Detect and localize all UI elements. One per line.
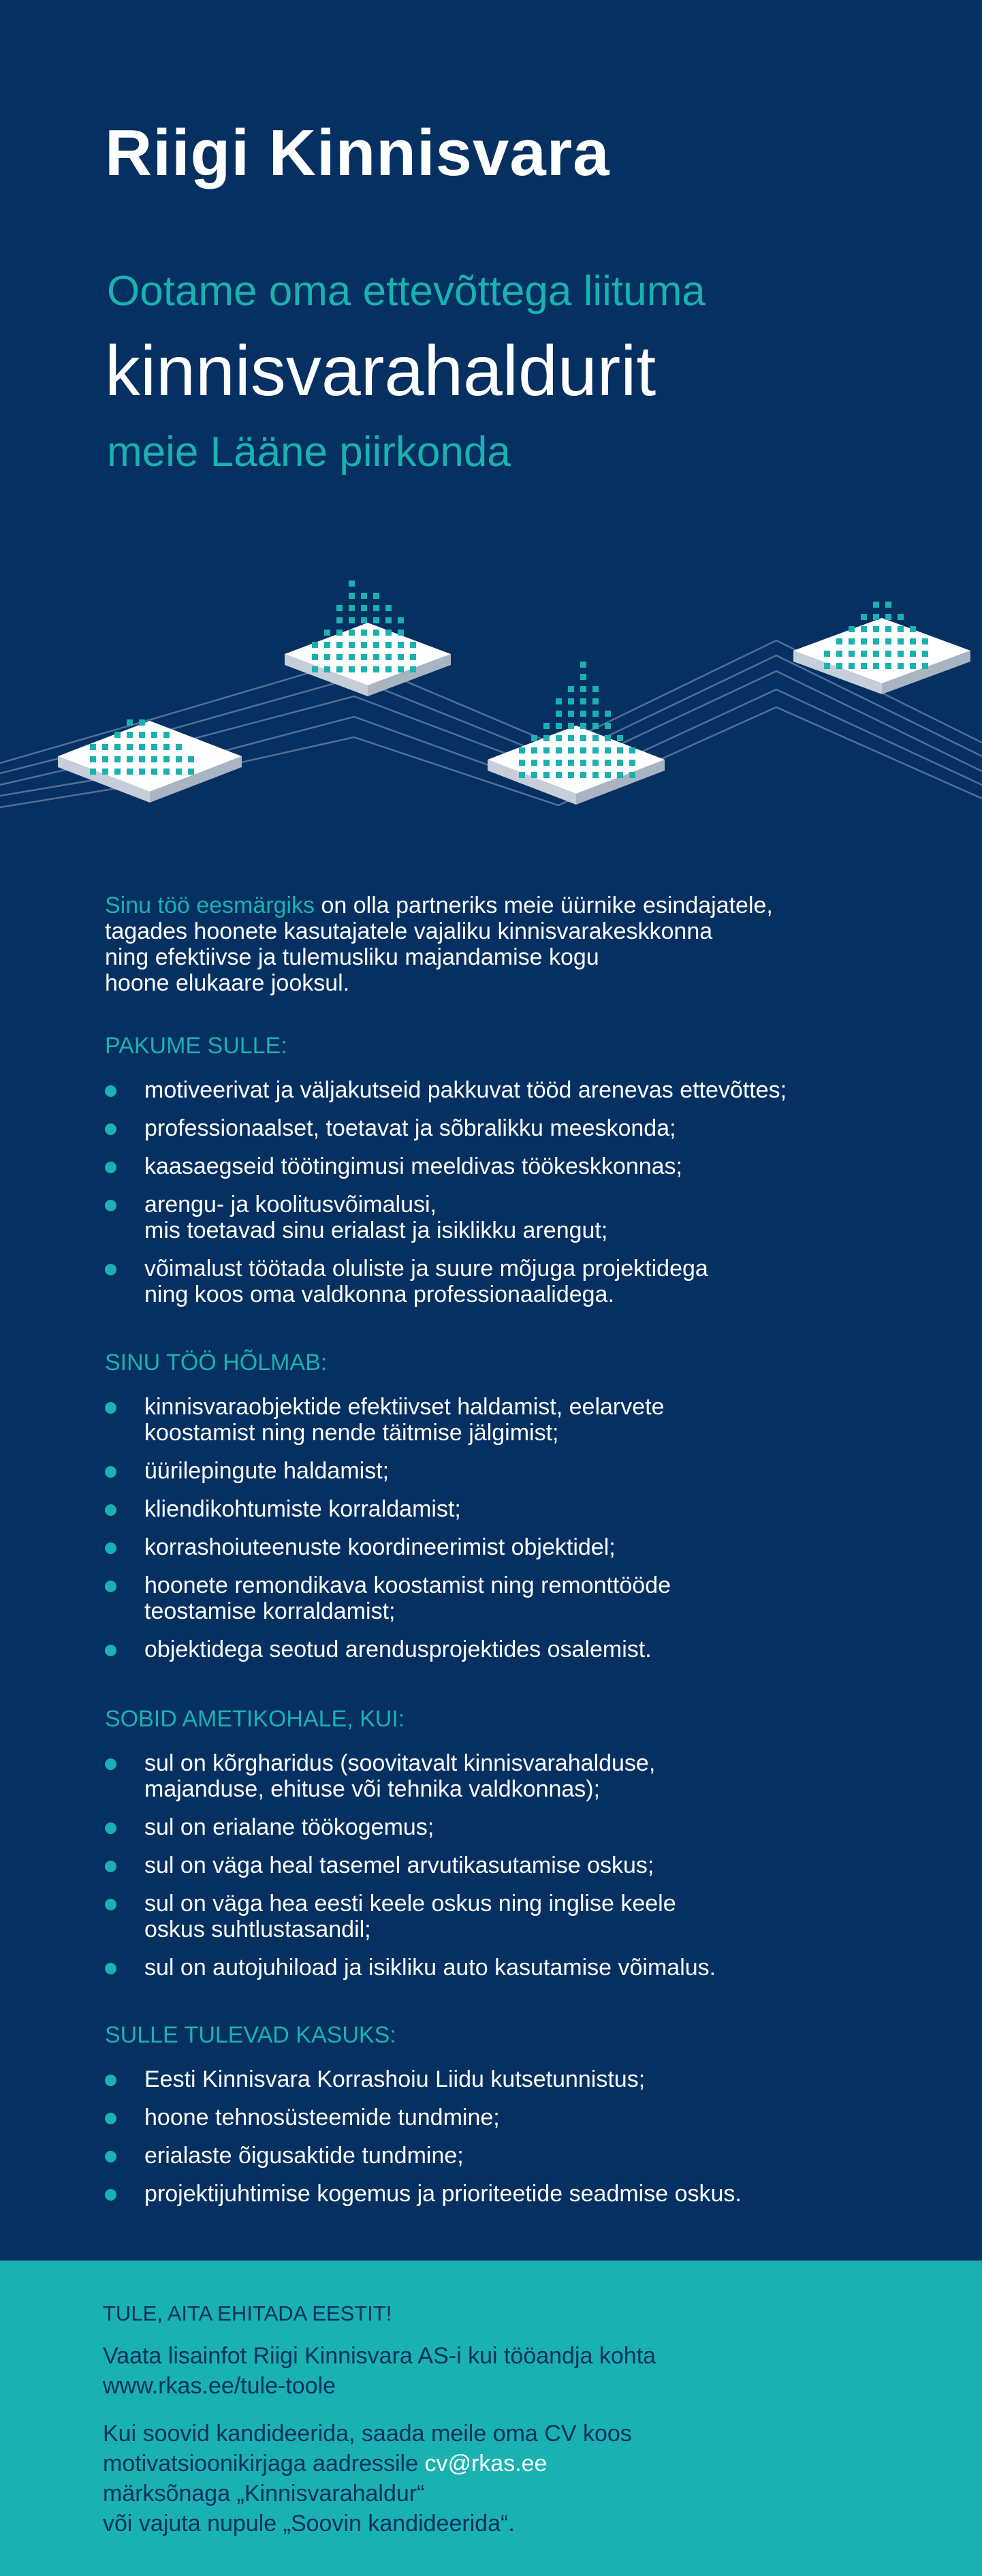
tile-dot bbox=[139, 719, 145, 726]
tile-dot bbox=[861, 663, 867, 669]
list-item bbox=[105, 2181, 922, 2207]
tile-dot bbox=[151, 744, 157, 750]
list-item-text: hoonete remondikava koostamist ning remonttööde teostamise korraldamist; bbox=[144, 1572, 671, 1624]
list-item bbox=[105, 1153, 922, 1179]
company-logo: Riigi Kinnisvara bbox=[105, 117, 610, 189]
offer-section bbox=[105, 1032, 922, 1320]
tile-dot bbox=[861, 626, 867, 632]
list-item-text: motiveerivat ja väljakutseid pakkuvat tööd arenevas ettevõttes; bbox=[144, 1077, 787, 1103]
tile-dot bbox=[580, 747, 586, 754]
tile-dot bbox=[373, 666, 379, 672]
tile-dot bbox=[617, 747, 623, 754]
list-item-text: sul on väga hea eesti keele oskus ning inglise keele oskus suhtlustasandil; bbox=[144, 1891, 676, 1942]
offer-list bbox=[105, 1077, 922, 1307]
list-item bbox=[105, 2143, 922, 2169]
list-item-text: üürilepingute haldamist; bbox=[144, 1458, 390, 1484]
tile-dot bbox=[324, 654, 330, 660]
bullet-icon bbox=[105, 1645, 116, 1656]
intro-line-1: on olla partneriks meie üürnike esindajatele, bbox=[315, 893, 773, 918]
bullet-icon bbox=[105, 1200, 116, 1211]
tile-dot bbox=[885, 602, 891, 608]
tile-dot bbox=[568, 760, 574, 766]
tile-dot bbox=[349, 580, 355, 587]
tile-dot bbox=[519, 760, 525, 766]
tile-dot bbox=[349, 630, 355, 636]
tile-dot bbox=[885, 651, 891, 657]
bullet-icon bbox=[105, 2075, 116, 2086]
tile-dot bbox=[556, 711, 562, 717]
tile-dot bbox=[531, 760, 537, 766]
tile-dot bbox=[373, 642, 379, 648]
tile-dot bbox=[336, 654, 343, 660]
bonus-list bbox=[105, 2066, 922, 2207]
bullet-icon bbox=[105, 1822, 116, 1834]
tile-dot bbox=[580, 772, 586, 778]
bullet-icon bbox=[105, 1861, 116, 1872]
tile-dot bbox=[556, 747, 562, 754]
tile-dot bbox=[580, 760, 586, 766]
tile-dot bbox=[629, 772, 635, 778]
tile-dot bbox=[898, 638, 904, 645]
section-title: SULLE TULEVAD KASUKS: bbox=[105, 2022, 396, 2048]
tile-dot bbox=[373, 617, 379, 623]
tile-dot bbox=[102, 756, 108, 762]
tile-dot bbox=[580, 735, 586, 741]
bullet-icon bbox=[105, 1085, 116, 1097]
tile-dot bbox=[90, 769, 96, 775]
tile-dot bbox=[349, 617, 355, 623]
tile-dot bbox=[114, 732, 121, 738]
list-item-text: erialaste õigusaktide tundmine; bbox=[144, 2143, 464, 2169]
tile-dot bbox=[849, 651, 855, 657]
tile-dot bbox=[873, 663, 879, 669]
list-item-text: kaasaegseid töötingimusi meeldivas töökeskkonnas; bbox=[144, 1153, 683, 1179]
section-title: SINU TÖÖ HÕLMAB: bbox=[105, 1350, 328, 1376]
tile-dot bbox=[151, 769, 157, 775]
tile-dot bbox=[361, 617, 367, 623]
tile-dot bbox=[519, 772, 525, 778]
bullet-icon bbox=[105, 1162, 116, 1173]
list-item-text: kliendikohtumiste korraldamist; bbox=[144, 1496, 461, 1522]
list-item bbox=[105, 1955, 922, 1981]
list-item bbox=[105, 1115, 922, 1141]
tile-dot bbox=[861, 638, 867, 645]
list-item bbox=[105, 1394, 922, 1446]
apply-line-2-text: motivatsioonikirjaga aadressile bbox=[103, 2451, 425, 2477]
tile-dot bbox=[543, 723, 550, 729]
tile-dot bbox=[873, 614, 879, 620]
tile-dot bbox=[361, 642, 367, 648]
tile-dot bbox=[592, 747, 599, 754]
list-item bbox=[105, 1852, 922, 1878]
tile-dot bbox=[836, 651, 842, 657]
duties-section bbox=[105, 1349, 922, 1675]
info-text: Vaata lisainfot Riigi Kinnisvara AS-i kui tööandja kohta bbox=[103, 2343, 656, 2369]
tile-dot bbox=[531, 735, 537, 741]
list-item bbox=[105, 1458, 922, 1484]
tile-dot bbox=[151, 756, 157, 762]
tile-dot bbox=[617, 760, 623, 766]
tile-dot bbox=[361, 654, 367, 660]
tile-dot bbox=[568, 711, 574, 717]
list-item-text: arengu- ja koolitusvõimalusi, mis toetavad sinu erialast ja isiklikku arengut; bbox=[144, 1192, 608, 1243]
intro-line-2: tagades hoonete kasutajatele vajaliku kinnisvarakeskkonna bbox=[105, 918, 713, 944]
tile-dot bbox=[373, 593, 379, 599]
list-item-text: professionaalset, toetavat ja sõbralikku meeskonda; bbox=[144, 1115, 676, 1141]
tile-dot bbox=[349, 605, 355, 611]
tile-dot bbox=[580, 723, 586, 729]
tile-dot bbox=[361, 630, 367, 636]
bullet-icon bbox=[105, 2189, 116, 2201]
tile-dot bbox=[885, 663, 891, 669]
careers-link[interactable]: www.rkas.ee/tule-toole bbox=[103, 2373, 336, 2399]
tile-dot bbox=[910, 663, 916, 669]
list-item bbox=[105, 1572, 922, 1624]
tile-dot bbox=[592, 735, 599, 741]
tile-dot bbox=[556, 723, 562, 729]
tile-dot bbox=[910, 626, 916, 632]
list-item-text: hoone tehnosüsteemide tundmine; bbox=[144, 2105, 500, 2130]
tile-dot bbox=[910, 638, 916, 645]
tile-dot bbox=[568, 723, 574, 729]
tile-dot bbox=[580, 698, 586, 704]
bullet-icon bbox=[105, 1899, 116, 1910]
tile-dot bbox=[592, 723, 599, 729]
tile-dot bbox=[922, 638, 928, 645]
tile-dot bbox=[556, 772, 562, 778]
list-item bbox=[105, 1750, 922, 1802]
bullet-icon bbox=[105, 2113, 116, 2124]
list-item bbox=[105, 1192, 922, 1243]
tile-dot bbox=[373, 605, 379, 611]
tile-dot bbox=[605, 735, 611, 741]
tile-dot bbox=[188, 769, 194, 775]
tile-group bbox=[58, 580, 970, 805]
lead-line-1: Ootame oma ettevõttega liituma bbox=[107, 268, 706, 315]
tile-dot bbox=[873, 602, 879, 608]
tile-dot bbox=[568, 747, 574, 754]
tile-dot bbox=[127, 756, 133, 762]
tile-dot bbox=[312, 666, 318, 672]
tile-dot bbox=[151, 732, 157, 738]
tile-dot bbox=[139, 756, 145, 762]
tile-dot bbox=[163, 756, 170, 762]
bullet-icon bbox=[105, 2151, 116, 2162]
tile-dot bbox=[568, 735, 574, 741]
tile-dot bbox=[580, 711, 586, 717]
tile-dot bbox=[398, 666, 404, 672]
tile-dot bbox=[543, 735, 550, 741]
list-item-text: võimalust töötada oluliste ja suure mõjuga projektidega ning koos oma valdkonna professionaalidega. bbox=[144, 1256, 708, 1307]
list-item-text: projektijuhtimise kogemus ja prioriteetide seadmise oskus. bbox=[144, 2181, 742, 2207]
tile-dot bbox=[873, 651, 879, 657]
bullet-icon bbox=[105, 1466, 116, 1478]
tile-dot bbox=[336, 630, 343, 636]
list-item bbox=[105, 1534, 922, 1560]
tile-top bbox=[793, 618, 970, 683]
tile-dot bbox=[849, 638, 855, 645]
tile-dot bbox=[114, 756, 121, 762]
tile-dot bbox=[568, 686, 574, 692]
tile-dot bbox=[163, 732, 170, 738]
tile-dot bbox=[543, 747, 550, 754]
tile-dot bbox=[361, 605, 367, 611]
tile-dot bbox=[410, 666, 416, 672]
tile-dot bbox=[543, 760, 550, 766]
tile-dot bbox=[836, 638, 842, 645]
intro-line-4: hoone elukaare jooksul. bbox=[105, 970, 350, 996]
tile-dot bbox=[617, 735, 623, 741]
tile-dot bbox=[398, 630, 404, 636]
tile-dot bbox=[885, 638, 891, 645]
bullet-icon bbox=[105, 1402, 116, 1414]
tile-dot bbox=[102, 744, 108, 750]
duties-list bbox=[105, 1394, 922, 1662]
tile-dot bbox=[127, 732, 133, 738]
tile-dot bbox=[605, 747, 611, 754]
requirements-section bbox=[105, 1705, 922, 1993]
apply-line-1: Kui soovid kandideerida, saada meile oma CV koos bbox=[103, 2421, 632, 2447]
tile-dot bbox=[824, 651, 830, 657]
tile-dot bbox=[114, 769, 121, 775]
tile-dot bbox=[176, 769, 182, 775]
cta-heading: TULE, AITA EHITADA EESTIT! bbox=[103, 2301, 392, 2325]
tile-dot bbox=[885, 626, 891, 632]
list-item-text: sul on erialane töökogemus; bbox=[144, 1814, 434, 1840]
list-item bbox=[105, 1077, 922, 1103]
tile-dot bbox=[114, 744, 121, 750]
bullet-icon bbox=[105, 1758, 116, 1770]
tile-dot bbox=[861, 614, 867, 620]
intro-highlight: Sinu töö eesmärgiks bbox=[105, 893, 315, 918]
tile-dot bbox=[898, 614, 904, 620]
tile-dot bbox=[873, 638, 879, 645]
list-item bbox=[105, 1814, 922, 1840]
email-link[interactable]: cv@rkas.ee bbox=[424, 2451, 548, 2477]
section-title: SOBID AMETIKOHALE, KUI: bbox=[105, 1706, 405, 1732]
list-item bbox=[105, 1636, 922, 1662]
tile-dot bbox=[127, 719, 133, 726]
list-item bbox=[105, 2066, 922, 2092]
tile-dot bbox=[885, 614, 891, 620]
apply-line-4: või vajuta nupule „Soovin kandideerida“. bbox=[103, 2511, 515, 2536]
tile-dot bbox=[139, 744, 145, 750]
tile-dot bbox=[373, 654, 379, 660]
tile-dot bbox=[336, 617, 343, 623]
bullet-icon bbox=[105, 1581, 116, 1592]
tile-dot bbox=[349, 593, 355, 599]
list-item-text: korrashoiuteenuste koordineerimist objektidel; bbox=[144, 1534, 616, 1560]
apply-line-3: märksõnaga „Kinnisvarahaldur“ bbox=[103, 2481, 425, 2507]
tile-dot bbox=[580, 662, 586, 668]
tile-dot bbox=[385, 642, 392, 648]
tile-dot bbox=[922, 651, 928, 657]
tile-dot bbox=[312, 654, 318, 660]
tile-dot bbox=[410, 642, 416, 648]
list-item bbox=[105, 1256, 922, 1307]
tile-dot bbox=[398, 617, 404, 623]
tile-dot bbox=[556, 735, 562, 741]
tile-dot bbox=[898, 651, 904, 657]
tile-dot bbox=[163, 769, 170, 775]
tile-dot bbox=[898, 626, 904, 632]
tile-dot bbox=[324, 666, 330, 672]
tile-dot bbox=[592, 760, 599, 766]
tile-dot bbox=[849, 663, 855, 669]
tile-dot bbox=[349, 642, 355, 648]
contact-panel bbox=[0, 2261, 982, 2576]
list-item-text: sul on kõrgharidus (soovitavalt kinnisvarahalduse, majanduse, ehituse või tehnika valdkonnas); bbox=[144, 1750, 656, 1802]
tile-dot bbox=[398, 654, 404, 660]
tile-dot bbox=[836, 663, 842, 669]
tile-dot bbox=[176, 744, 182, 750]
tile-dot bbox=[568, 698, 574, 704]
tile-dot bbox=[361, 593, 367, 599]
tile-dot bbox=[605, 723, 611, 729]
tile-dot bbox=[580, 686, 586, 692]
tile-dot bbox=[385, 605, 392, 611]
tile-dot bbox=[543, 772, 550, 778]
tile-dot bbox=[556, 698, 562, 704]
list-item-text: objektidega seotud arendusprojektides osalemist. bbox=[144, 1636, 652, 1662]
lead-line-3: meie Lääne piirkonda bbox=[107, 429, 511, 476]
tile-dot bbox=[531, 747, 537, 754]
list-item bbox=[105, 1891, 922, 1942]
list-item-text: kinnisvaraobjektide efektiivset haldamist, eelarvete koostamist ning nende täitmise jälgimist; bbox=[144, 1394, 665, 1446]
tile-dot bbox=[324, 642, 330, 648]
tile-dot bbox=[605, 760, 611, 766]
tile-dot bbox=[349, 666, 355, 672]
bullet-icon bbox=[105, 1123, 116, 1135]
section-title: PAKUME SULLE: bbox=[105, 1033, 287, 1059]
building-tiles-illustration bbox=[0, 538, 982, 852]
tile-dot bbox=[102, 769, 108, 775]
tile-dot bbox=[629, 747, 635, 754]
tile-dot bbox=[592, 772, 599, 778]
tile-dot bbox=[519, 747, 525, 754]
tile-dot bbox=[824, 663, 830, 669]
tile-dot bbox=[398, 642, 404, 648]
tile-dot bbox=[617, 772, 623, 778]
tile-dot bbox=[90, 756, 96, 762]
tile-dot bbox=[361, 666, 367, 672]
tile-dot bbox=[139, 732, 145, 738]
bonus-section bbox=[105, 2021, 922, 2219]
tile-dot bbox=[188, 756, 194, 762]
bullet-icon bbox=[105, 1963, 116, 1974]
tile-dot bbox=[849, 626, 855, 632]
tile-dot bbox=[568, 772, 574, 778]
tile-top bbox=[285, 623, 451, 685]
tile-dot bbox=[556, 760, 562, 766]
tile-dot bbox=[349, 654, 355, 660]
tile-dot bbox=[873, 626, 879, 632]
list-item bbox=[105, 1496, 922, 1522]
tile-dot bbox=[163, 744, 170, 750]
tile-dot bbox=[336, 605, 343, 611]
tile-dot bbox=[898, 663, 904, 669]
tile-dot bbox=[531, 772, 537, 778]
intro-line-3: ning efektiivse ja tulemusliku majandamise kogu bbox=[105, 944, 599, 970]
tile-dot bbox=[910, 651, 916, 657]
company-info bbox=[103, 2341, 656, 2401]
tile-dot bbox=[336, 666, 343, 672]
intro-paragraph bbox=[105, 893, 868, 996]
tile-dot bbox=[629, 760, 635, 766]
tile-dot bbox=[385, 666, 392, 672]
list-item-text: Eesti Kinnisvara Korrashoiu Liidu kutsetunnistus; bbox=[144, 2066, 646, 2092]
requirements-list bbox=[105, 1750, 922, 1981]
bullet-icon bbox=[105, 1264, 116, 1275]
tile-dot bbox=[373, 630, 379, 636]
tile-dot bbox=[385, 654, 392, 660]
tile-dot bbox=[139, 769, 145, 775]
tile-dot bbox=[385, 630, 392, 636]
bullet-icon bbox=[105, 1504, 116, 1516]
tile-dot bbox=[324, 630, 330, 636]
tile-dot bbox=[385, 617, 392, 623]
tile-dot bbox=[605, 772, 611, 778]
tile-dot bbox=[127, 744, 133, 750]
tile-dot bbox=[90, 744, 96, 750]
apply-instructions bbox=[103, 2419, 920, 2539]
tile-dot bbox=[312, 642, 318, 648]
tile-dot bbox=[605, 711, 611, 717]
tile-dot bbox=[922, 663, 928, 669]
list-item-text: sul on autojuhiload ja isikliku auto kasutamise võimalus. bbox=[144, 1955, 716, 1981]
tile-dot bbox=[861, 651, 867, 657]
apply-line-2 bbox=[103, 2449, 920, 2479]
list-item bbox=[105, 2105, 922, 2130]
tile-dot bbox=[410, 654, 416, 660]
job-title: kinnisvarahaldurit bbox=[105, 332, 656, 411]
tile-dot bbox=[592, 711, 599, 717]
list-item-text: sul on väga heal tasemel arvutikasutamise oskus; bbox=[144, 1852, 654, 1878]
tile-dot bbox=[336, 642, 343, 648]
tile-dot bbox=[176, 756, 182, 762]
tile-dot bbox=[592, 698, 599, 704]
tile-dot bbox=[592, 686, 599, 692]
tile-dot bbox=[580, 674, 586, 680]
tile-dot bbox=[127, 769, 133, 775]
bullet-icon bbox=[105, 1542, 116, 1554]
